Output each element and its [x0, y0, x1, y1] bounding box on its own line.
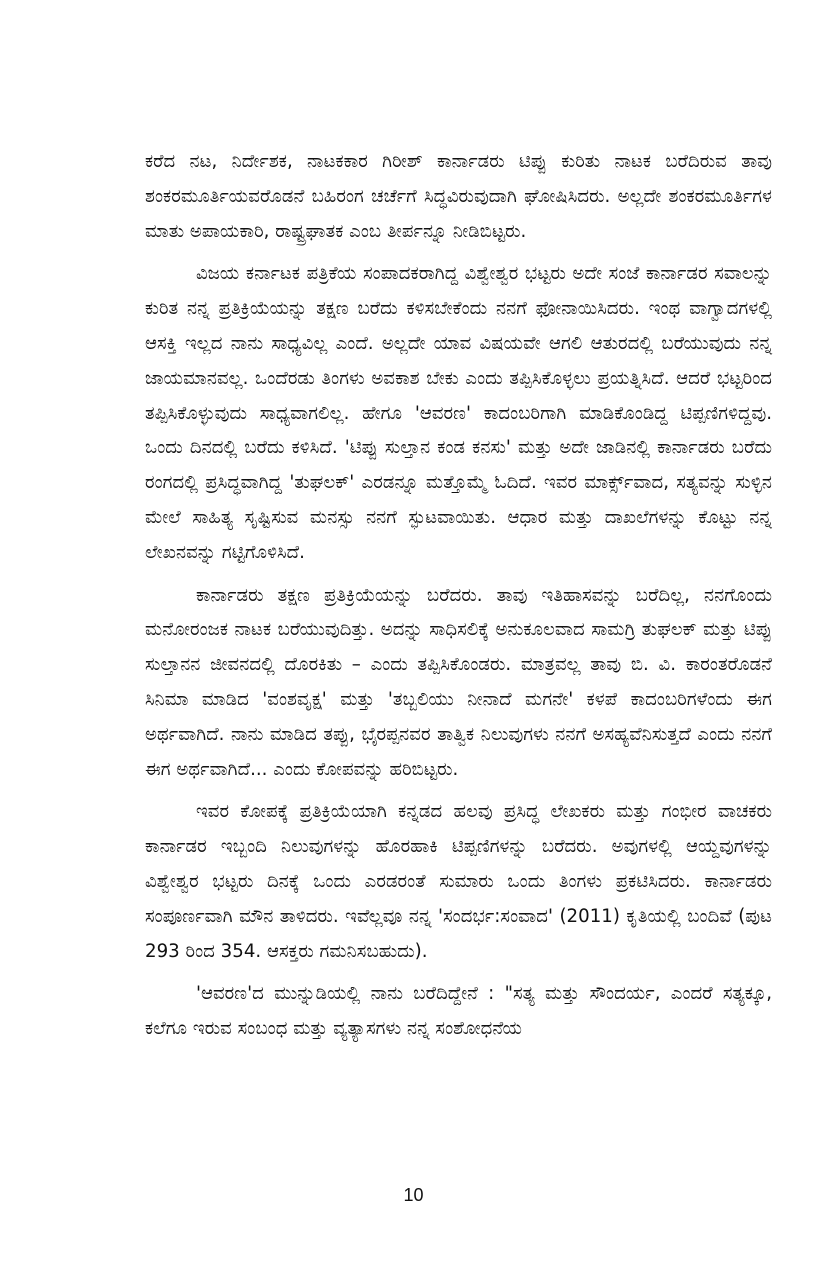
paragraph-5: 'ಆವರಣ'ದ ಮುನ್ನುಡಿಯಲ್ಲಿ ನಾನು ಬರೆದಿದ್ದೇನೆ : "ಸತ್ಯ ಮತ್ತು ಸೌಂದರ್ಯ, ಎಂದರೆ ಸತ್ಯಕ್ಕೂ, ಕಲೆಗೂ ಇರುವ ಸಂಬಂಧ ಮತ್ತು ವ್ಯತ್ಯಾಸಗಳು ನನ್ನ ಸಂಶೋಧನೆಯ [145, 983, 772, 1040]
paragraph-4: ಇವರ ಕೋಪಕ್ಕೆ ಪ್ರತಿಕ್ರಿಯೆಯಾಗಿ ಕನ್ನಡದ ಹಲವು ಪ್ರಸಿದ್ಧ ಲೇಖಕರು ಮತ್ತು ಗಂಭೀರ ವಾಚಕರು ಕಾರ್ನಾಡರ ಇಬ್ಬಂದಿ ನಿಲುವುಗಳನ್ನು ಹೊರಹಾಕಿ ಟಿಪ್ಪಣಿಗಳನ್ನು ಬರೆದರು. ಅವುಗಳಲ್ಲಿ ಆಯ್ದವುಗಳನ್ನು ವಿಶ್ವೇಶ್ವರ ಭಟ್ಟರು ದಿನಕ್ಕೆ ಒಂದು ಎರಡರಂತೆ ಸುಮಾರು ಒಂದು ತಿಂಗಳು ಪ್ರಕಟಿಸಿದರು. ಕಾರ್ನಾಡರು ಸಂಪೂರ್ಣವಾಗಿ ಮೌನ ತಾಳಿದರು. ಇವೆಲ್ಲವೂ ನನ್ನ 'ಸಂದರ್ಭ:ಸಂವಾದ' (2011) ಕೃತಿಯಲ್ಲಿ ಬಂದಿವೆ (ಪುಟ 293 ರಿಂದ 354. ಆಸಕ್ತರು ಗಮನಿಸಬಹುದು). [145, 801, 772, 962]
page-number: 10 [403, 1185, 424, 1205]
paragraph-2: ವಿಜಯ ಕರ್ನಾಟಕ ಪತ್ರಿಕೆಯ ಸಂಪಾದಕರಾಗಿದ್ದ ವಿಶ್ವೇಶ್ವರ ಭಟ್ಟರು ಅದೇ ಸಂಜೆ ಕಾರ್ನಾಡರ ಸವಾಲನ್ನು ಕುರಿತ ನನ್ನ ಪ್ರತಿಕ್ರಿಯೆಯನ್ನು ತಕ್ಷಣ ಬರೆದು ಕಳಿಸಬೇಕೆಂದು ನನಗೆ ಫೋನಾಯಿಸಿದರು. ಇಂಥ ವಾಗ್ವಾದಗಳಲ್ಲಿ ಆಸಕ್ತಿ ಇಲ್ಲದ ನಾನು ಸಾಧ್ಯವಿಲ್ಲ ಎಂದೆ. ಅಲ್ಲದೇ ಯಾವ ವಿಷಯವೇ ಆಗಲಿ ಆತುರದಲ್ಲಿ ಬರೆಯುವುದು ನನ್ನ ಜಾಯಮಾನವಲ್ಲ. ಒಂದೆರಡು ತಿಂಗಳು ಅವಕಾಶ ಬೇಕು ಎಂದು ತಪ್ಪಿಸಿಕೊಳ್ಳಲು ಪ್ರಯತ್ನಿಸಿದೆ. ಆದರೆ ಭಟ್ಟರಿಂದ ತಪ್ಪಿಸಿಕೊಳ್ಳುವುದು ಸಾಧ್ಯವಾಗಲಿಲ್ಲ. ಹೇಗೂ 'ಆವರಣ' ಕಾದಂಬರಿಗಾಗಿ ಮಾಡಿಕೊಂಡಿದ್ದ ಟಿಪ್ಪಣಿಗಳಿದ್ದವು. ಒಂದು ದಿನದಲ್ಲಿ ಬರೆದು ಕಳಿಸಿದೆ. 'ಟಿಪ್ಪು ಸುಲ್ತಾನ ಕಂಡ ಕನಸು' ಮತ್ತು ಅದೇ ಜಾಡಿನಲ್ಲಿ ಕಾರ್ನಾಡರು ಬರೆದು ರಂಗದಲ್ಲಿ ಪ್ರಸಿದ್ಧವಾಗಿದ್ದ 'ತುಘಲಕ್' ಎರಡನ್ನೂ ಮತ್ತೊಮ್ಮೆ ಓದಿದೆ. ಇವರ ಮಾರ್ಕ್ಸ್‌ವಾದ, ಸತ್ಯವನ್ನು ಸುಳ್ಳಿನ ಮೇಲೆ ಸಾಹಿತ್ಯ ಸೃಷ್ಟಿಸುವ ಮನಸ್ಸು ನನಗೆ ಸ್ಫುಟವಾಯಿತು. ಆಧಾರ ಮತ್ತು ದಾಖಲೆಗಳನ್ನು ಕೊಟ್ಟು ನನ್ನ ಲೇಖನವನ್ನು ಗಟ್ಟಿಗೊಳಿಸಿದೆ. [145, 263, 772, 563]
paragraph-1: ಕರೆದ ನಟ, ನಿರ್ದೇಶಕ, ನಾಟಕಕಾರ ಗಿರೀಶ್ ಕಾರ್ನಾಡರು ಟಿಪ್ಪು ಕುರಿತು ನಾಟಕ ಬರೆದಿರುವ ತಾವು ಶಂಕರಮೂರ್ತಿಯವರೊಡನೆ ಬಹಿರಂಗ ಚರ್ಚೆಗೆ ಸಿದ್ಧವಿರುವುದಾಗಿ ಘೋಷಿಸಿದರು. ಅಲ್ಲದೇ ಶಂಕರಮೂರ್ತಿಗಳ ಮಾತು ಅಪಾಯಕಾರಿ, ರಾಷ್ಟ್ರಘಾತಕ ಎಂಬ ತೀರ್ಪನ್ನೂ ನೀಡಿಬಿಟ್ಟರು. [145, 151, 772, 242]
body-text [145, 145, 772, 1055]
paragraph-3: ಕಾರ್ನಾಡರು ತಕ್ಷಣ ಪ್ರತಿಕ್ರಿಯೆಯನ್ನು ಬರೆದರು. ತಾವು ಇತಿಹಾಸವನ್ನು ಬರೆದಿಲ್ಲ, ನನಗೊಂದು ಮನೋರಂಜಕ ನಾಟಕ ಬರೆಯುವುದಿತ್ತು. ಅದನ್ನು ಸಾಧಿಸಲಿಕ್ಕೆ ಅನುಕೂಲವಾದ ಸಾಮಗ್ರಿ ತುಘಲಕ್ ಮತ್ತು ಟಿಪ್ಪು ಸುಲ್ತಾನನ ಜೀವನದಲ್ಲಿ ದೊರಕಿತು – ಎಂದು ತಪ್ಪಿಸಿಕೊಂಡರು. ಮಾತ್ರವಲ್ಲ ತಾವು ಬಿ. ವಿ. ಕಾರಂತರೊಡನೆ ಸಿನಿಮಾ ಮಾಡಿದ 'ವಂಶವೃಕ್ಷ' ಮತ್ತು 'ತಬ್ಬಲಿಯು ನೀನಾದೆ ಮಗನೇ' ಕಳಪೆ ಕಾದಂಬರಿಗಳೆಂದು ಈಗ ಅರ್ಥವಾಗಿದೆ. ನಾನು ಮಾಡಿದ ತಪ್ಪು, ಭೈರಪ್ಪನವರ ತಾತ್ವಿಕ ನಿಲುವುಗಳು ನನಗೆ ಅಸಹ್ಯವೆನಿಸುತ್ತದೆ ಎಂದು ನನಗೆ ಈಗ ಅರ್ಥವಾಗಿದೆ... ಎಂದು ಕೋಪವನ್ನು ಹರಿಬಿಟ್ಟರು. [145, 584, 772, 780]
